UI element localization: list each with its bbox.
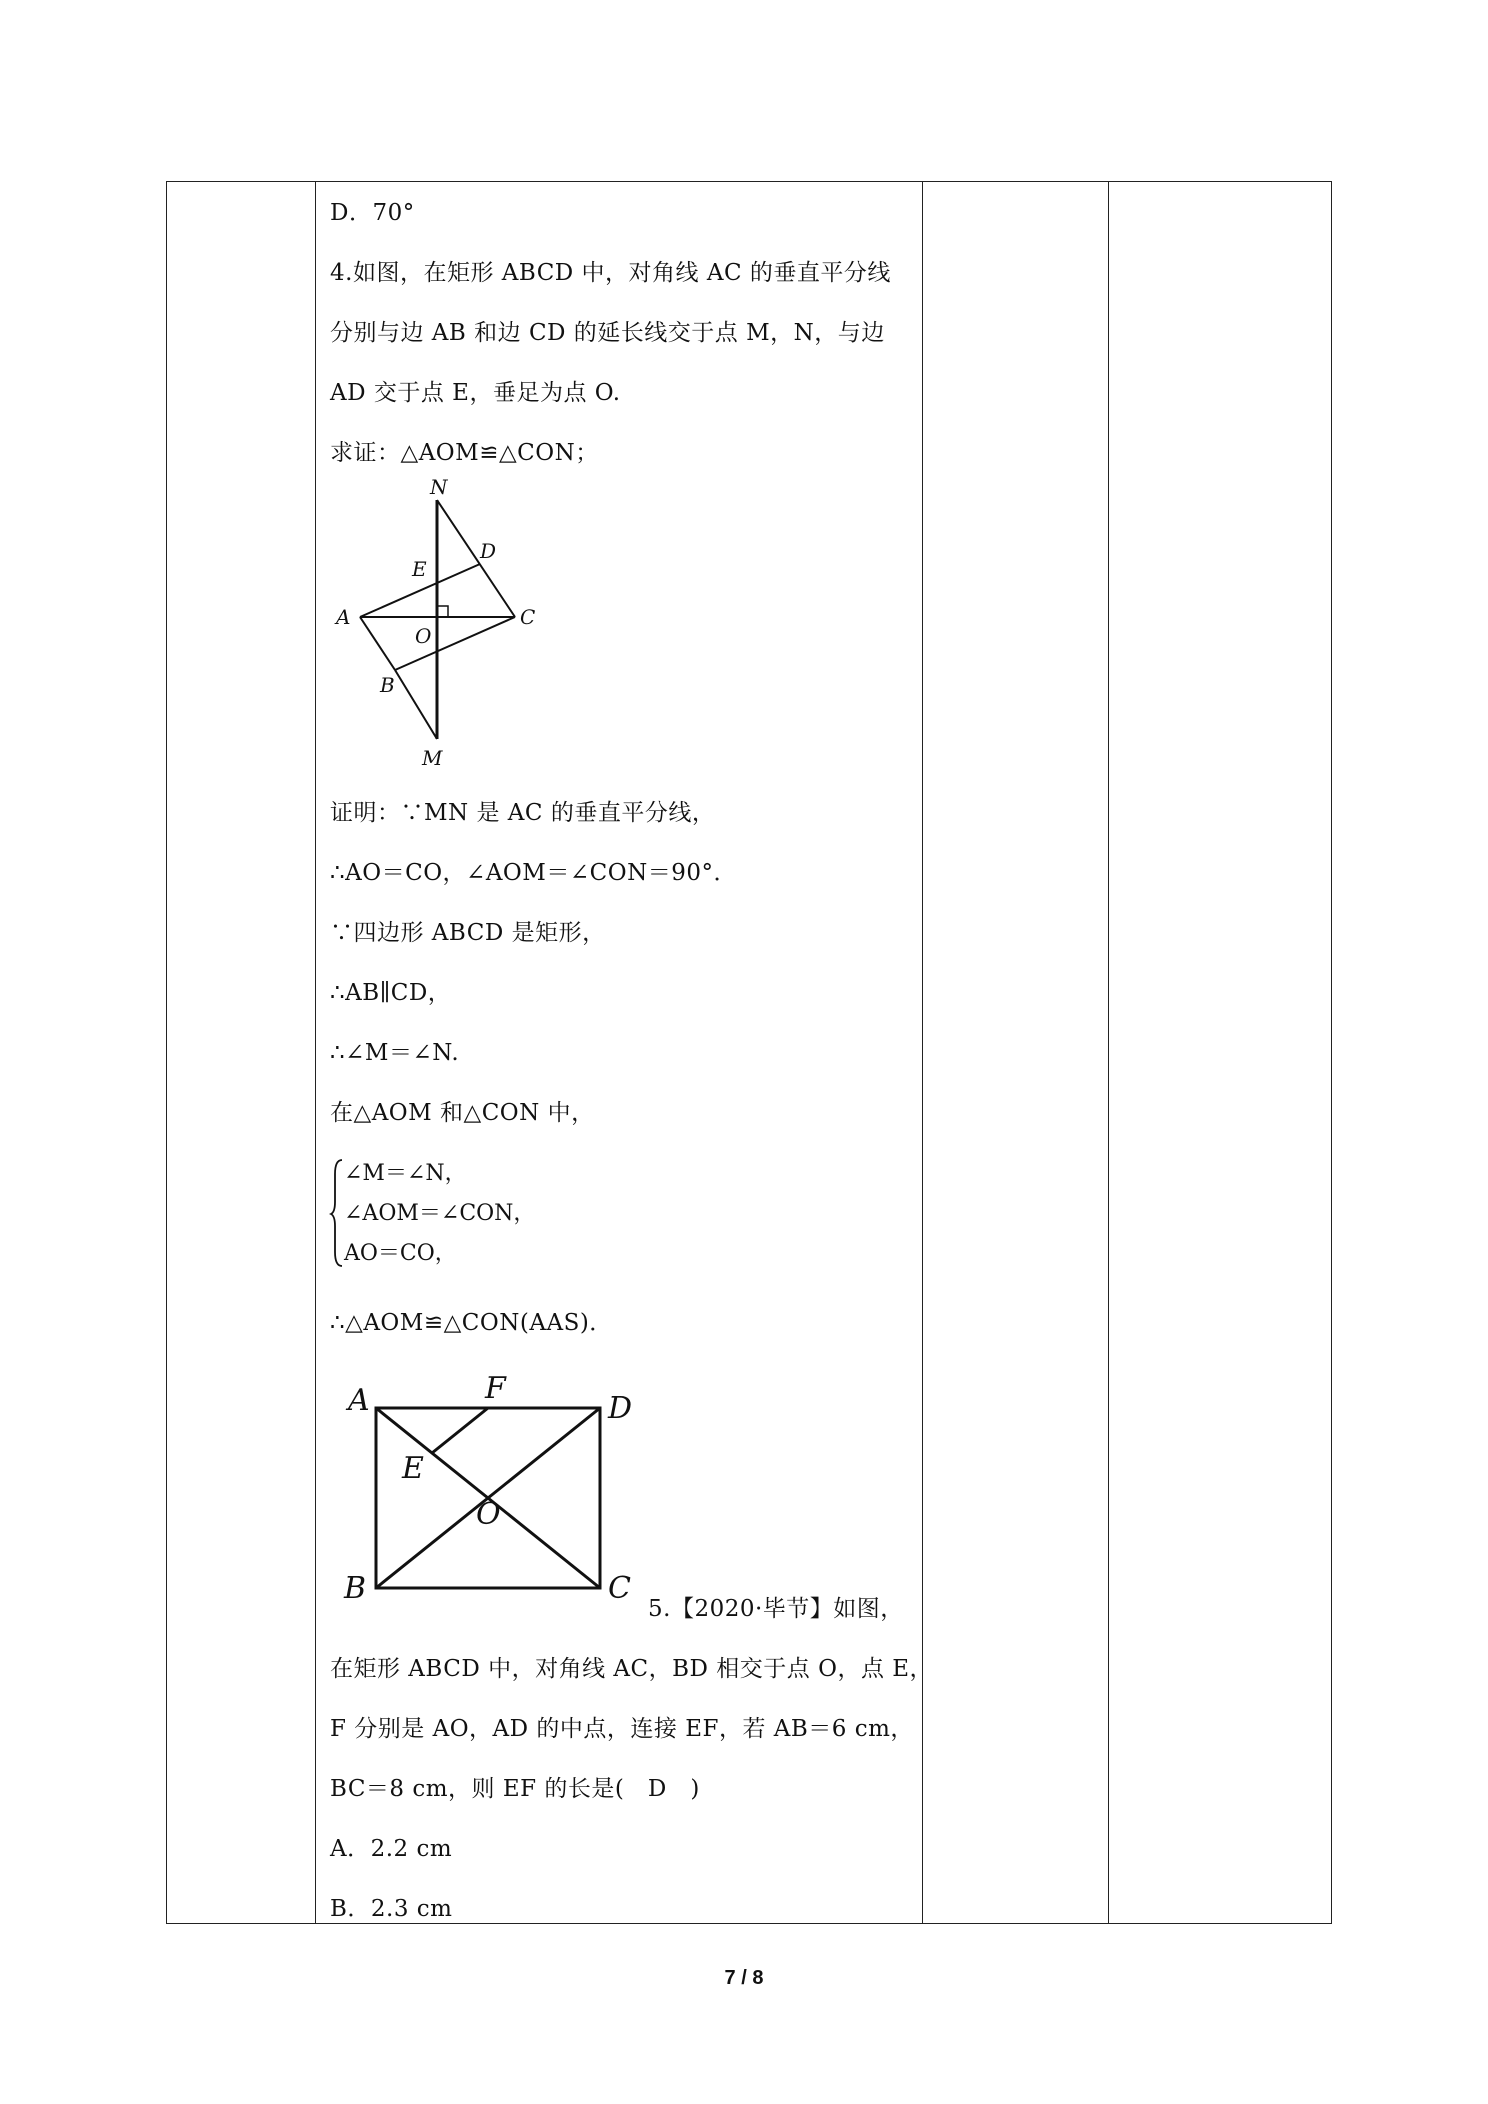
question-5-line-3: BC＝8 cm，则 EF 的长是( D ) <box>330 1776 700 1802</box>
proof-line-2: ∴AO＝CO，∠AOM＝∠CON＝90°． <box>330 860 737 886</box>
label-c: C <box>520 605 536 629</box>
figure-rectangle-diagonals <box>330 1371 640 1606</box>
page-number: 7 / 8 <box>724 1967 764 1989</box>
label-b: B <box>344 1571 367 1606</box>
label-n: N <box>430 475 448 499</box>
figure-rectangle-perpendicular-bisector <box>330 475 536 780</box>
proof-line-3: ∵四边形 ABCD 是矩形， <box>330 920 606 946</box>
label-d: D <box>608 1391 633 1426</box>
system-line-2: ∠AOM＝∠CON， <box>344 1201 536 1226</box>
label-e: E <box>402 1451 424 1486</box>
label-a: A <box>348 1383 370 1418</box>
proof-line-1: 证明：∵MN 是 AC 的垂直平分线， <box>330 800 716 826</box>
label-m: M <box>422 746 443 770</box>
option-b-text: B．2.3 cm <box>330 1896 453 1922</box>
brace-icon <box>330 1152 344 1272</box>
question-5-line-1: 在矩形 ABCD 中，对角线 AC，BD 相交于点 O，点 E， <box>330 1656 934 1682</box>
option-a-text: A．2.2 cm <box>330 1836 453 1862</box>
system-line-3: AO＝CO， <box>344 1241 457 1266</box>
question-5-header: 5.【2020·毕节】如图， <box>648 1596 904 1622</box>
proof-line-4: ∴AB∥CD， <box>330 980 452 1006</box>
equation-system <box>330 1152 536 1272</box>
label-c: C <box>608 1571 631 1606</box>
prove-statement: 求证：△AOM≌△CON； <box>330 440 599 466</box>
option-d-text: D．70° <box>330 200 415 226</box>
table-column-divider <box>315 181 316 1924</box>
question-4-line-1: 4.如图，在矩形 ABCD 中，对角线 AC 的垂直平分线 <box>330 260 891 286</box>
label-d: D <box>480 539 497 563</box>
system-line-1: ∠M＝∠N， <box>344 1161 467 1186</box>
proof-line-5: ∴∠M＝∠N. <box>330 1040 460 1066</box>
label-e: E <box>412 557 427 581</box>
label-o: O <box>476 1497 501 1532</box>
question-5-line-2: F 分别是 AO，AD 的中点，连接 EF，若 AB＝6 cm， <box>330 1716 914 1742</box>
proof-conclusion: ∴△AOM≌△CON(AAS)． <box>330 1310 613 1336</box>
question-4-line-3: AD 交于点 E，垂足为点 O. <box>330 380 621 406</box>
proof-line-6: 在△AOM 和△CON 中， <box>330 1100 595 1126</box>
question-4-line-2: 分别与边 AB 和边 CD 的延长线交于点 M，N，与边 <box>330 320 885 346</box>
label-f: F <box>485 1371 506 1406</box>
table-column-divider <box>1108 181 1109 1924</box>
label-a: A <box>336 605 351 629</box>
label-o: O <box>415 624 432 648</box>
label-b: B <box>380 673 395 697</box>
